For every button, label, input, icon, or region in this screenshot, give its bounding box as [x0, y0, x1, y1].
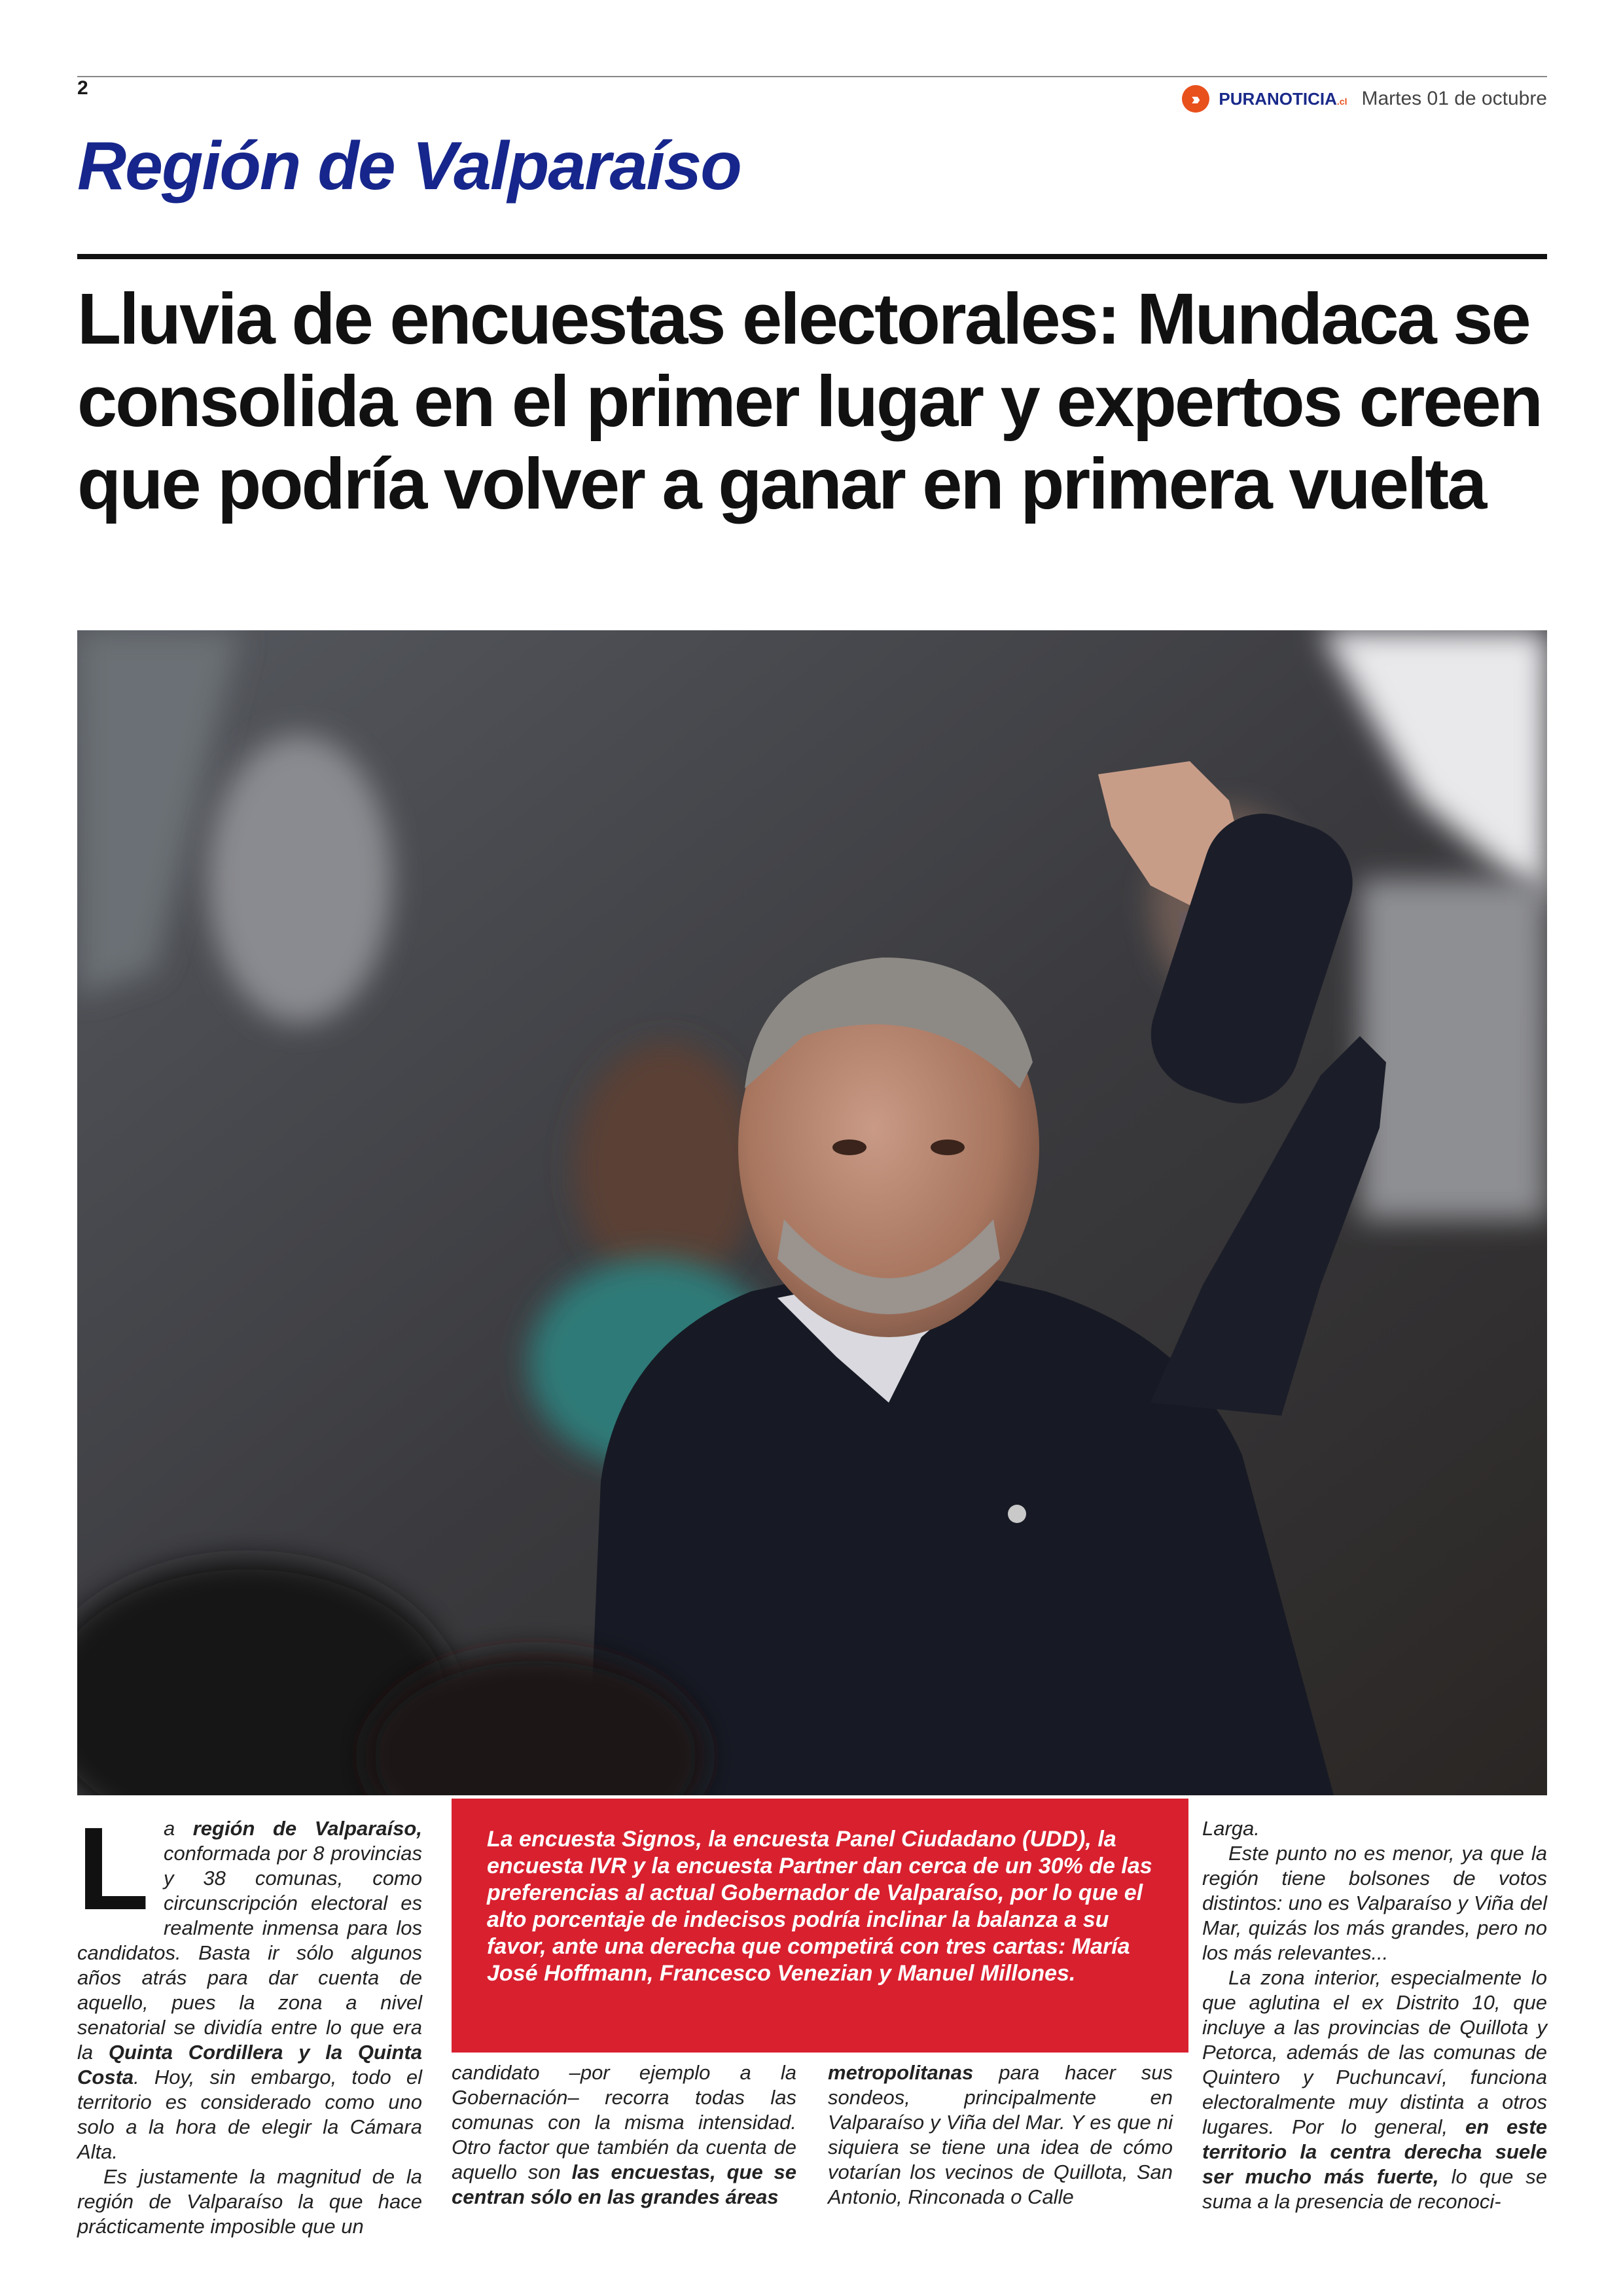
article-headline: Lluvia de encuestas electorales: Mundaca se consolida en el primer lugar y expertos creen que podría volver a ganar en primera vuelta: [77, 279, 1541, 524]
article-photo: [77, 630, 1547, 1795]
article-column-3: [828, 2060, 1173, 2210]
puranoticia-logo-icon: ›››: [1182, 85, 1209, 113]
brand-name: PURANOTICIA.cl: [1219, 88, 1347, 109]
article-paragraph-3: candidato –por ejemplo a la Gobernación– recorra todas las comunas con la misma intensidad. Otro factor que también da cuenta de aquello son las encuestas, que se centran sólo en las grandes áreas: [452, 2061, 797, 2208]
article-paragraph-5: Larga.: [1202, 1817, 1260, 1840]
pull-quote-box: [452, 1799, 1188, 2053]
article-paragraph-2: Es justamente la magnitud de la región de Valparaíso la que hace prácticamente imposible que un: [77, 2165, 422, 2238]
article-column-4: [1202, 1816, 1547, 2214]
masthead: [1182, 85, 1547, 113]
drop-cap: L: [77, 1803, 149, 1935]
section-rule: [77, 254, 1547, 259]
top-rule: [77, 76, 1547, 77]
article-paragraph-6: Este punto no es menor, ya que la región tiene bolsones de votos distintos: uno es Valparaíso y Viña del Mar, quizás los más grandes, pero no los más relevantes...: [1202, 1842, 1547, 1964]
article-paragraph-1: La región de Valparaíso, conformada por 8 provincias y 38 comunas, como circunscripción electoral es realmente inmensa para los candidatos. Basta ir sólo algunos años atrás para dar cuenta de aquello, pues la zona a nivel senatorial se dividía entre lo que era la Quinta Cordillera y la Quinta Costa. Hoy, sin embargo, todo el territorio es considerado como uno solo a la hora de elegir la Cámara Alta.: [77, 1803, 423, 2163]
section-title: Región de Valparaíso: [77, 128, 741, 204]
article-paragraph-7: La zona interior, especialmente lo que aglutina el ex Distrito 10, que incluye a las provincias de Quillota y Petorca, además de las comunas de Quintero y Puchuncaví, funciona electoralmente muy distinta a otros lugares. Por lo general, en este territorio la centra derecha suele ser mucho más fuerte, lo que se suma a la presencia de reconoci-: [1202, 1966, 1547, 2213]
article-paragraph-4: metropolitanas para hacer sus sondeos, principalmente en Valparaíso y Viña del Mar. Y es que ni siquiera se tiene una idea de cómo votarían los vecinos de Quillota, San Antonio, Rinconada o Calle: [828, 2061, 1173, 2208]
article-column-2: [452, 2060, 796, 2210]
pull-quote-text: La encuesta Signos, la encuesta Panel Ciudadano (UDD), la encuesta IVR y la encuesta Partner dan cerca de un 30% de las preferencias al actual Gobernador de Valparaíso, por lo que el alto porcentaje de indecisos podría inclinar la balanza a su favor, ante una derecha que competirá con tres cartas: María José Hoffmann, Francesco Venezian y Manuel Millones.: [487, 1827, 1152, 1986]
page-number: 2: [77, 77, 88, 99]
issue-date: Martes 01 de octubre: [1361, 88, 1547, 109]
article-column-1: [77, 1803, 423, 2239]
